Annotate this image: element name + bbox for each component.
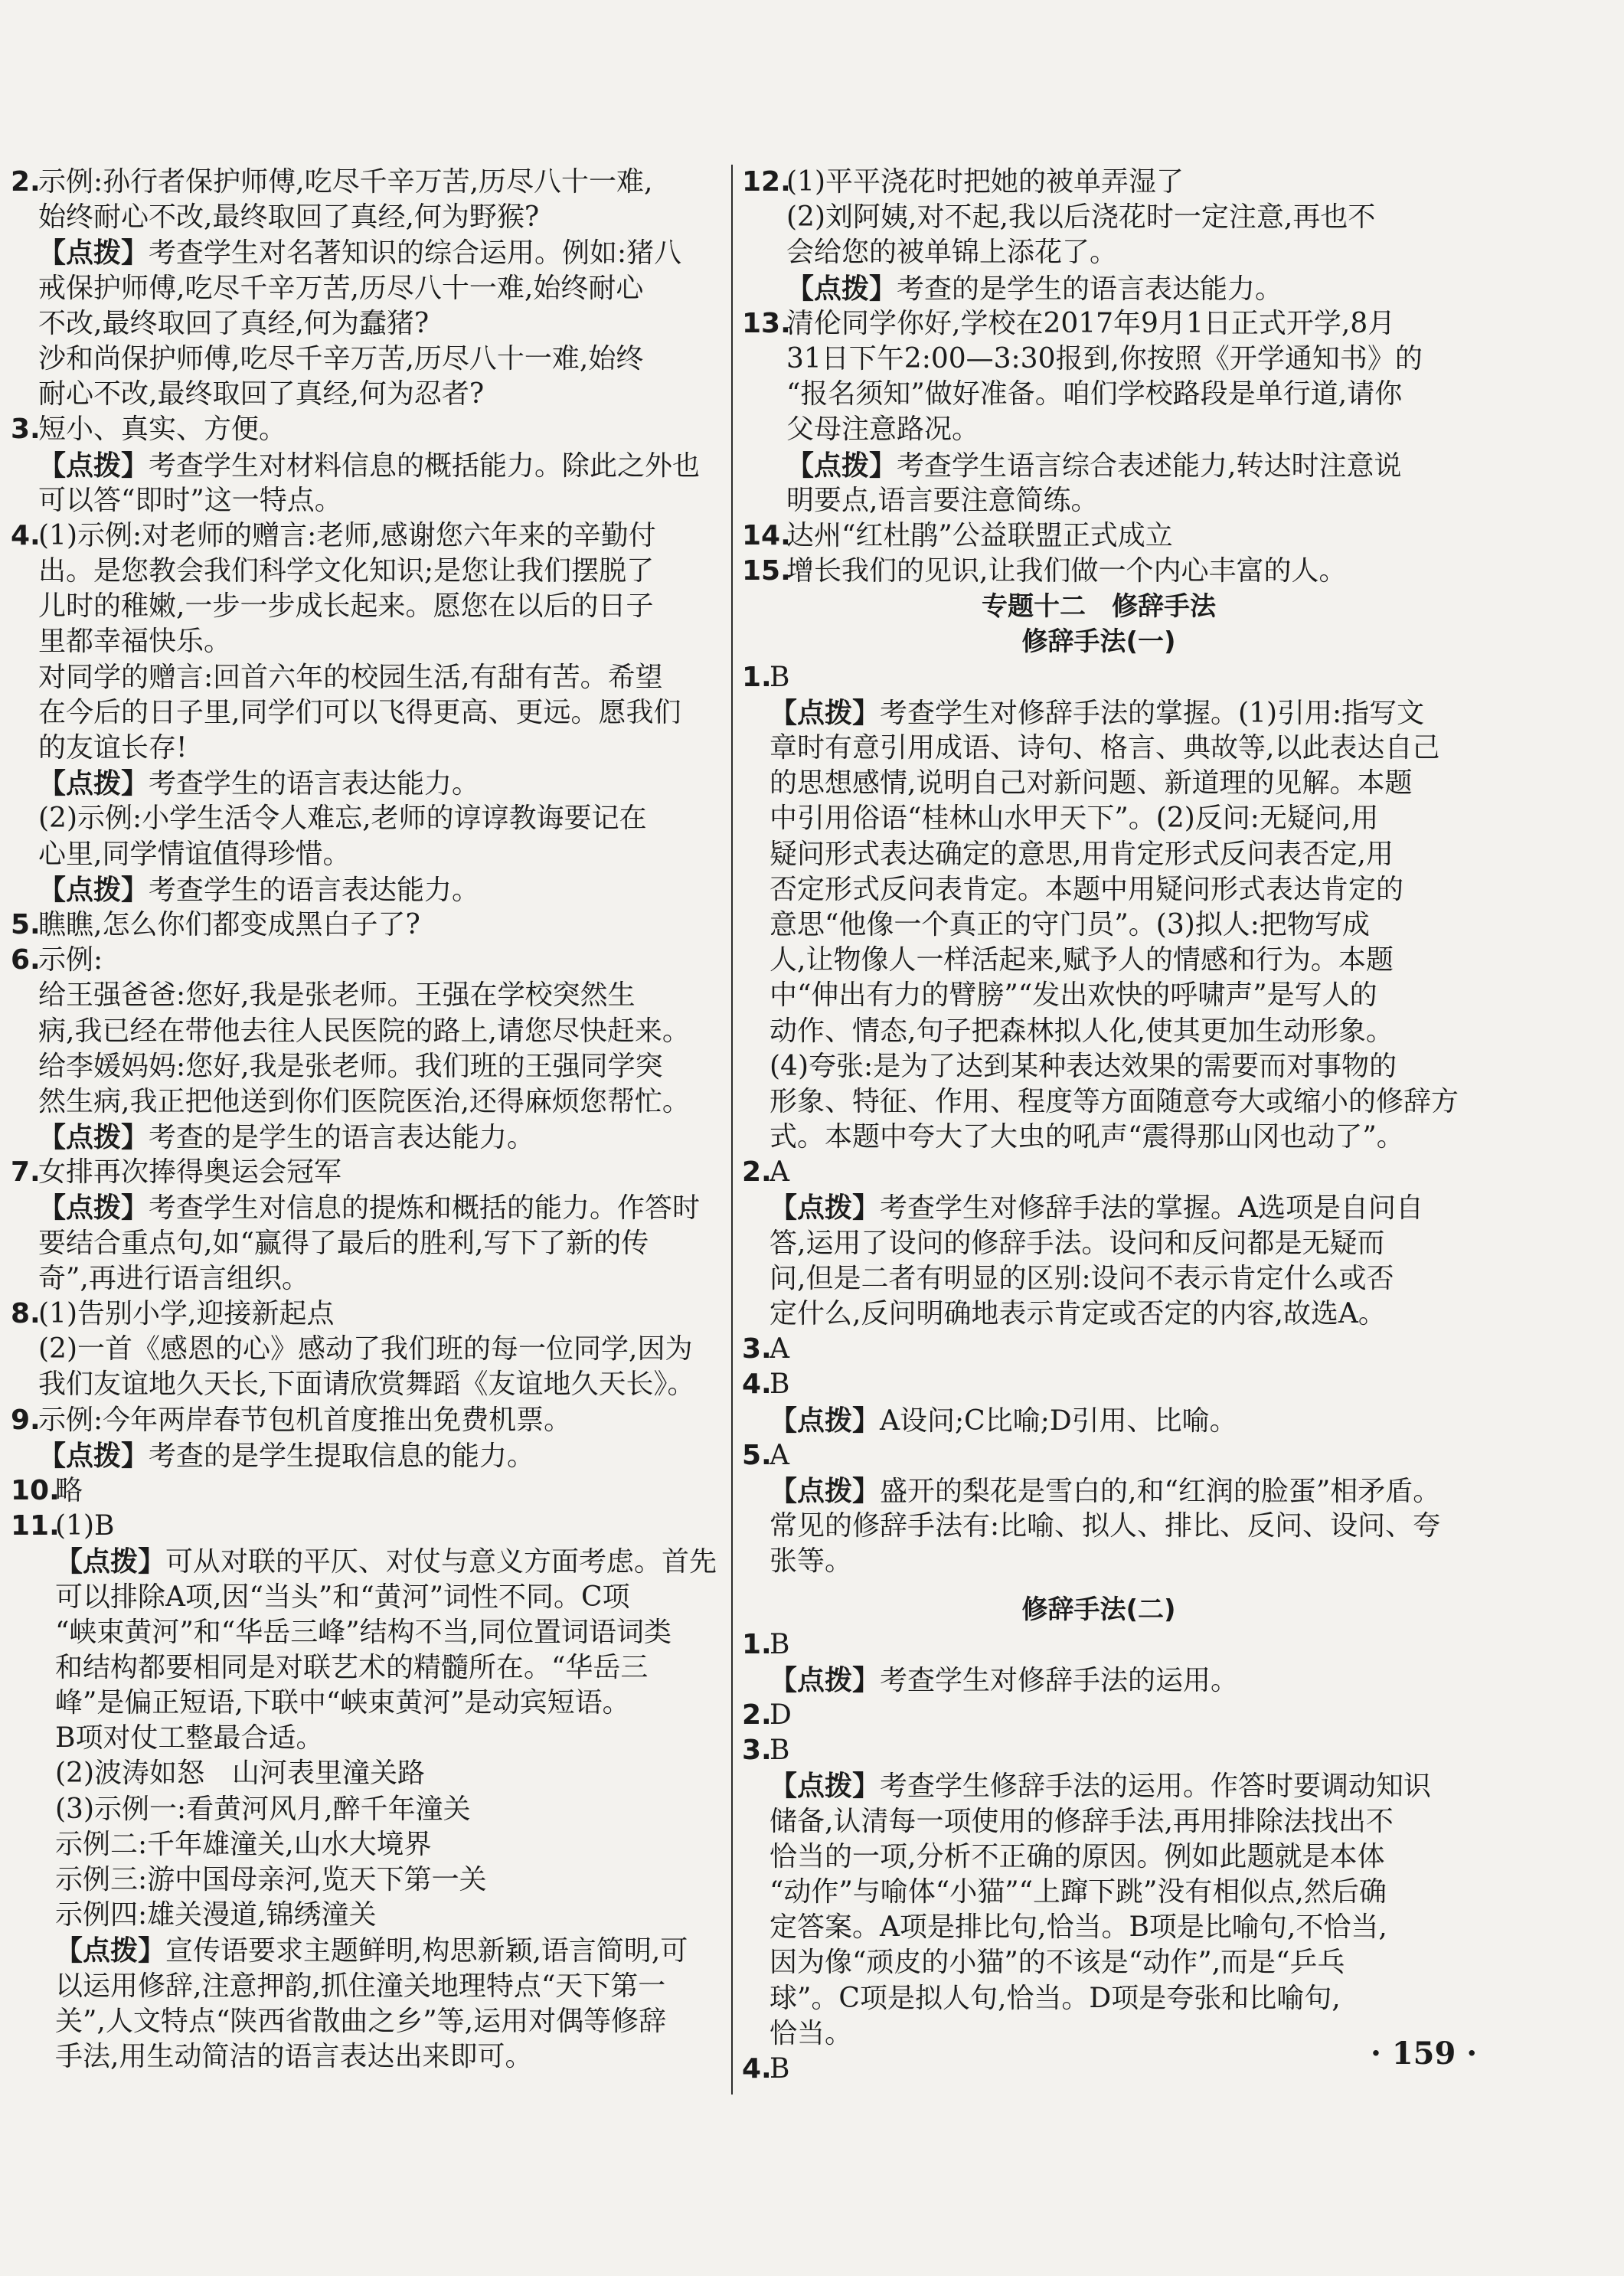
line-text: 和结构都要相同是对联艺术的精髓所在。“华岳三 bbox=[55, 1651, 649, 1683]
text-line bbox=[742, 978, 1456, 1013]
line-text: 人,让物像人一样活起来,赋予人的情感和行为。本题 bbox=[770, 944, 1394, 976]
text-line bbox=[11, 271, 729, 306]
text-line bbox=[11, 837, 729, 872]
text-line bbox=[742, 1190, 1456, 1225]
text-line bbox=[742, 1367, 1456, 1402]
item-number: 11. bbox=[11, 1510, 60, 1542]
line-text: 考查学生修辞手法的运用。作答时要调动知识 bbox=[880, 1771, 1432, 1803]
text-line bbox=[742, 1698, 1456, 1733]
text-line bbox=[11, 1756, 729, 1791]
item-number: 3. bbox=[742, 1735, 772, 1767]
line-text: 示例四:雄关漫道,锦绣潼关 bbox=[55, 1899, 377, 1931]
text-line bbox=[742, 731, 1456, 766]
line-text: (2)一首《感恩的心》感动了我们班的每一位同学,因为 bbox=[38, 1333, 693, 1365]
item-number: 2. bbox=[742, 1156, 772, 1189]
line-text: B bbox=[770, 1369, 790, 1401]
line-text: 耐心不改,最终取回了真经,何为忍者? bbox=[38, 378, 485, 410]
text-line bbox=[11, 1969, 729, 2004]
hint-tag: 【点拨】 bbox=[770, 1404, 881, 1437]
hint-tag: 【点拨】 bbox=[770, 696, 881, 729]
text-line bbox=[11, 1721, 729, 1756]
line-text: D bbox=[770, 1699, 792, 1732]
line-text: 疑问形式表达确定的意思,用肯定形式反问表否定,用 bbox=[770, 838, 1394, 870]
line-text: “峡束黄河”和“华岳三峰”结构不当,同位置词语词类 bbox=[55, 1616, 672, 1648]
text-line bbox=[742, 1120, 1456, 1155]
item-number: 14. bbox=[742, 519, 791, 551]
line-text: 给李媛妈妈:您好,我是张老师。我们班的王强同学突 bbox=[38, 1050, 663, 1082]
line-text: 里都幸福快乐。 bbox=[38, 626, 232, 658]
text-line bbox=[742, 1473, 1456, 1509]
text-line bbox=[11, 943, 729, 978]
text-line bbox=[742, 1945, 1456, 1980]
item-number: 12. bbox=[742, 166, 791, 198]
line-text: 考查学生对修辞手法的掌握。(1)引用:指写文 bbox=[880, 697, 1425, 729]
text-line bbox=[11, 589, 729, 624]
text-line bbox=[11, 1580, 729, 1615]
text-line bbox=[742, 448, 1456, 483]
line-text: 形象、特征、作用、程度等方面随意夸大或缩小的修辞方 bbox=[770, 1085, 1459, 1117]
text-line bbox=[11, 1509, 729, 1544]
hint-tag: 【点拨】 bbox=[770, 1663, 881, 1696]
subsection-heading: 修辞手法(二) bbox=[1021, 1594, 1176, 1625]
text-line bbox=[742, 907, 1456, 943]
text-line bbox=[742, 943, 1456, 978]
text-line bbox=[742, 1733, 1456, 1768]
item-number: 10. bbox=[11, 1474, 60, 1506]
line-text: 然生病,我正把他送到你们医院医治,还得麻烦您帮忙。 bbox=[38, 1085, 690, 1117]
spacer bbox=[742, 1580, 1456, 1592]
text-line bbox=[742, 554, 1456, 589]
line-text: 的思想感情,说明自己对新问题、新道理的见解。本题 bbox=[770, 767, 1413, 800]
text-line bbox=[742, 801, 1456, 836]
line-text: 储备,认清每一项使用的修辞手法,再用排除法找出不 bbox=[770, 1805, 1394, 1837]
text-line bbox=[11, 1827, 729, 1862]
line-text: 宣传语要求主题鲜明,构思新颖,语言简明,可 bbox=[165, 1935, 688, 1967]
line-text: 可以排除A项,因“当头”和“黄河”词性不同。C项 bbox=[55, 1581, 630, 1613]
line-text: B bbox=[770, 2052, 790, 2085]
line-text: 戒保护师傅,吃尽千辛万苦,历尽八十一难,始终耐心 bbox=[38, 272, 644, 304]
text-line bbox=[742, 1910, 1456, 1945]
line-text: 清伦同学你好,学校在2017年9月1日正式开学,8月 bbox=[786, 307, 1396, 339]
line-text: 恰当的一项,分析不正确的原因。例如此题就是本体 bbox=[770, 1840, 1385, 1872]
line-text: A设问;C比喻;D引用、比喻。 bbox=[880, 1405, 1237, 1437]
text-line bbox=[11, 2004, 729, 2039]
line-text: (3)示例一:看黄河风月,醉千年潼关 bbox=[55, 1793, 471, 1825]
line-text: B bbox=[770, 661, 790, 693]
text-line bbox=[11, 1049, 729, 1084]
line-text: A bbox=[770, 1439, 789, 1471]
line-text: 问,但是二者有明显的区别:设问不表示肯定什么或否 bbox=[770, 1262, 1394, 1294]
text-line bbox=[742, 2016, 1456, 2052]
line-text: 常见的修辞手法有:比喻、拟人、排比、反问、设问、夸 bbox=[770, 1510, 1441, 1542]
line-text: 动作、情态,句子把森林拟人化,使其更加生动形象。 bbox=[770, 1015, 1394, 1047]
text-line bbox=[742, 1226, 1456, 1261]
text-line bbox=[11, 448, 729, 483]
line-text: 手法,用生动简洁的语言表达出来即可。 bbox=[55, 2040, 533, 2072]
hint-tag: 【点拨】 bbox=[38, 1192, 149, 1225]
text-line bbox=[742, 518, 1456, 554]
text-line bbox=[742, 2052, 1456, 2087]
line-text: 对同学的赠言:回首六年的校园生活,有甜有苦。希望 bbox=[38, 661, 663, 693]
text-line bbox=[742, 1544, 1456, 1579]
item-number: 3. bbox=[11, 414, 41, 446]
text-line bbox=[11, 306, 729, 342]
subsection-heading: 修辞手法(一) bbox=[1021, 626, 1176, 658]
text-line bbox=[742, 1627, 1456, 1663]
line-text: B bbox=[770, 1735, 790, 1767]
line-text: 会给您的被单锦上添花了。 bbox=[786, 237, 1118, 269]
text-line bbox=[742, 342, 1456, 377]
hint-tag: 【点拨】 bbox=[770, 1770, 881, 1803]
text-line bbox=[11, 1615, 729, 1650]
line-text: B项对仗工整最合适。 bbox=[55, 1722, 324, 1754]
text-line bbox=[11, 624, 729, 659]
text-line bbox=[11, 1014, 729, 1049]
text-line bbox=[11, 1933, 729, 1968]
line-text: 在今后的日子里,同学们可以飞得更高、更远。愿我们 bbox=[38, 696, 681, 728]
text-line bbox=[11, 907, 729, 943]
text-line bbox=[11, 2039, 729, 2075]
line-text: 可以答“即时”这一特点。 bbox=[38, 484, 342, 516]
text-line bbox=[11, 1120, 729, 1155]
text-line bbox=[742, 483, 1456, 518]
left-column bbox=[11, 165, 729, 2075]
hint-tag: 【点拨】 bbox=[38, 873, 149, 906]
item-number: 9. bbox=[11, 1404, 41, 1436]
text-line bbox=[11, 1686, 729, 1721]
text-line bbox=[11, 1792, 729, 1827]
line-text: 考查学生语言综合表述能力,转达时注意说 bbox=[897, 450, 1402, 482]
hint-tag: 【点拨】 bbox=[38, 449, 149, 482]
item-number: 4. bbox=[11, 519, 41, 551]
text-line bbox=[742, 766, 1456, 801]
text-line bbox=[11, 978, 729, 1013]
line-text: 略 bbox=[55, 1474, 83, 1506]
line-text: “动作”与喻体“小猫”“上蹿下跳”没有相似点,然后确 bbox=[770, 1876, 1387, 1908]
line-text: 31日下午2:00—3:30报到,你按照《开学通知书》的 bbox=[786, 342, 1423, 374]
line-text: 达州“红杜鹃”公益联盟正式成立 bbox=[786, 519, 1173, 551]
line-text: 考查学生对信息的提炼和概括的能力。作答时 bbox=[149, 1192, 701, 1225]
text-line bbox=[742, 1875, 1456, 1910]
text-line bbox=[11, 1297, 729, 1332]
line-text: (2)刘阿姨,对不起,我以后浇花时一定注意,再也不 bbox=[786, 201, 1376, 234]
line-text: 始终耐心不改,最终取回了真经,何为野猴? bbox=[38, 201, 540, 234]
line-text: 儿时的稚嫩,一步一步成长起来。愿您在以后的日子 bbox=[38, 590, 654, 623]
item-number: 4. bbox=[742, 1369, 772, 1401]
line-text: (1)B bbox=[55, 1510, 115, 1542]
text-line bbox=[11, 1332, 729, 1367]
line-text: 示例:孙行者保护师傅,吃尽千辛万苦,历尽八十一难, bbox=[38, 166, 653, 198]
text-line bbox=[742, 235, 1456, 270]
text-line bbox=[11, 554, 729, 589]
text-line bbox=[11, 483, 729, 518]
text-line bbox=[11, 165, 729, 200]
text-line bbox=[11, 1862, 729, 1898]
line-text: 中“伸出有力的臂膀”“发出欢快的呼啸声”是写人的 bbox=[770, 979, 1377, 1012]
line-text: 定答案。A项是排比句,恰当。B项是比喻句,不恰当, bbox=[770, 1911, 1387, 1944]
text-line bbox=[11, 1403, 729, 1438]
line-text: 答,运用了设问的修辞手法。设问和反问都是无疑而 bbox=[770, 1227, 1385, 1259]
line-text: 示例:今年两岸春节包机首度推出免费机票。 bbox=[38, 1404, 572, 1436]
text-line bbox=[742, 306, 1456, 342]
line-text: (1)示例:对老师的赠言:老师,感谢您六年来的辛勤付 bbox=[38, 519, 656, 551]
line-text: A bbox=[770, 1333, 789, 1365]
hint-tag: 【点拨】 bbox=[38, 1439, 149, 1472]
line-text: 考查的是学生提取信息的能力。 bbox=[149, 1440, 535, 1472]
line-text: 要结合重点句,如“赢得了最后的胜利,写下了新的传 bbox=[38, 1227, 649, 1259]
line-text: 中引用俗语“桂林山水甲天下”。(2)反问:无疑问,用 bbox=[770, 803, 1379, 835]
text-line bbox=[11, 518, 729, 554]
section-heading: 专题十二 修辞手法 bbox=[982, 591, 1216, 623]
line-text: (2)波涛如怒 山河表里潼关路 bbox=[55, 1758, 425, 1790]
text-line bbox=[11, 766, 729, 801]
text-line bbox=[742, 1261, 1456, 1297]
line-text: 恰当。 bbox=[770, 2017, 853, 2049]
line-text: 增长我们的见识,让我们做一个内心丰富的人。 bbox=[786, 555, 1347, 587]
text-line bbox=[742, 660, 1456, 695]
text-line bbox=[742, 1084, 1459, 1120]
text-line bbox=[742, 1804, 1456, 1839]
text-line bbox=[11, 342, 729, 377]
line-text: 盛开的梨花是雪白的,和“红润的脸蛋”相矛盾。 bbox=[880, 1475, 1441, 1507]
hint-tag: 【点拨】 bbox=[770, 1192, 881, 1225]
text-line bbox=[11, 1155, 729, 1190]
hint-tag: 【点拨】 bbox=[38, 1121, 149, 1154]
line-text: 出。是您教会我们科学文化知识;是您让我们摆脱了 bbox=[38, 555, 655, 587]
item-number: 7. bbox=[11, 1156, 41, 1189]
text-line bbox=[11, 660, 729, 695]
hint-tag: 【点拨】 bbox=[38, 237, 149, 270]
hint-tag: 【点拨】 bbox=[55, 1545, 166, 1578]
line-text: 短小、真实、方便。 bbox=[38, 414, 287, 446]
line-text: (4)夸张:是为了达到某种表达效果的需要而对事物的 bbox=[770, 1050, 1397, 1082]
item-number: 2. bbox=[742, 1699, 772, 1732]
line-text: 式。本题中夸大了大虫的吼声“震得那山冈也动了”。 bbox=[770, 1121, 1404, 1153]
text-line bbox=[742, 1014, 1456, 1049]
text-line bbox=[11, 1190, 729, 1225]
text-line bbox=[742, 271, 1456, 306]
item-number: 6. bbox=[11, 944, 41, 976]
item-number: 8. bbox=[11, 1298, 41, 1329]
text-line bbox=[11, 1473, 729, 1509]
line-text: 瞧瞧,怎么你们都变成黑白子了? bbox=[38, 908, 420, 940]
text-line bbox=[11, 695, 729, 731]
text-line bbox=[742, 1981, 1456, 2016]
line-text: 考查的是学生的语言表达能力。 bbox=[149, 1122, 535, 1154]
text-line bbox=[742, 165, 1456, 200]
line-text: 沙和尚保护师傅,吃尽千辛万苦,历尽八十一难,始终 bbox=[38, 342, 644, 374]
line-text: 示例三:游中国母亲河,览天下第一关 bbox=[55, 1864, 487, 1895]
text-line bbox=[742, 1332, 1456, 1367]
text-line bbox=[11, 801, 729, 836]
line-text: 考查学生对修辞手法的运用。 bbox=[880, 1664, 1239, 1696]
text-line bbox=[742, 1839, 1456, 1875]
page-number: · 159 · bbox=[1371, 2036, 1478, 2072]
line-text: 病,我已经在带他去往人民医院的路上,请您尽快赶来。 bbox=[38, 1015, 690, 1047]
text-line bbox=[11, 1438, 729, 1473]
item-number: 15. bbox=[742, 555, 791, 587]
column-divider bbox=[731, 165, 733, 2095]
text-line bbox=[742, 1663, 1456, 1698]
line-text: (2)示例:小学生活令人难忘,老师的谆谆教诲要记在 bbox=[38, 803, 647, 835]
item-number: 2. bbox=[11, 166, 41, 198]
text-line bbox=[11, 200, 729, 235]
text-line bbox=[742, 837, 1456, 872]
line-text: 定什么,反问明确地表示肯定或否定的内容,故选A。 bbox=[770, 1298, 1386, 1329]
line-text: 张等。 bbox=[770, 1545, 853, 1578]
item-number: 5. bbox=[742, 1439, 772, 1471]
text-line bbox=[742, 1403, 1456, 1438]
text-line bbox=[742, 695, 1456, 731]
text-line bbox=[11, 1898, 729, 1933]
line-text: 球”。C项是拟人句,恰当。D项是夸张和比喻句, bbox=[770, 1982, 1341, 2014]
line-text: 的友谊长存! bbox=[38, 732, 188, 764]
text-line bbox=[742, 1049, 1456, 1084]
item-number: 4. bbox=[742, 2052, 772, 2085]
line-text: 心里,同学情谊值得珍惜。 bbox=[38, 838, 351, 870]
line-text: 我们友谊地久天长,下面请欣赏舞蹈《友谊地久天长》。 bbox=[38, 1369, 695, 1401]
text-line bbox=[742, 412, 1456, 447]
text-line bbox=[742, 377, 1456, 412]
line-text: 明要点,语言要注意简练。 bbox=[786, 484, 1099, 516]
line-text: 考查学生的语言表达能力。 bbox=[149, 768, 480, 800]
line-text: 峰”是偏正短语,下联中“峡束黄河”是动宾短语。 bbox=[55, 1687, 630, 1719]
line-text: (1)平平浇花时把她的被单弄湿了 bbox=[786, 166, 1184, 198]
hint-tag: 【点拨】 bbox=[786, 449, 897, 482]
text-line bbox=[742, 1297, 1456, 1332]
hint-tag: 【点拨】 bbox=[38, 767, 149, 800]
line-text: A bbox=[770, 1156, 789, 1189]
line-text: 给王强爸爸:您好,我是张老师。王强在学校突然生 bbox=[38, 979, 636, 1012]
item-number: 3. bbox=[742, 1333, 772, 1365]
line-text: 否定形式反问表肯定。本题中用疑问形式表达肯定的 bbox=[770, 873, 1404, 905]
text-line bbox=[742, 872, 1456, 907]
text-line bbox=[11, 1544, 729, 1579]
line-text: “报名须知”做好准备。咱们学校路段是单行道,请你 bbox=[786, 378, 1403, 410]
right-column bbox=[742, 165, 1459, 2087]
hint-tag: 【点拨】 bbox=[55, 1934, 166, 1967]
item-number: 1. bbox=[742, 1628, 772, 1660]
line-text: B bbox=[770, 1628, 790, 1660]
text-line bbox=[742, 1509, 1456, 1544]
text-line bbox=[11, 1261, 729, 1297]
line-text: 奇”,再进行语言组织。 bbox=[38, 1262, 309, 1294]
line-text: (1)告别小学,迎接新起点 bbox=[38, 1298, 335, 1329]
text-line bbox=[742, 1155, 1456, 1190]
text-line bbox=[11, 377, 729, 412]
line-text: 考查的是学生的语言表达能力。 bbox=[897, 273, 1283, 305]
text-line bbox=[11, 872, 729, 907]
item-number: 13. bbox=[742, 307, 791, 339]
hint-tag: 【点拨】 bbox=[770, 1474, 881, 1507]
line-text: 示例: bbox=[38, 944, 103, 976]
line-text: 女排再次捧得奥运会冠军 bbox=[38, 1156, 342, 1189]
line-text: 考查学生的语言表达能力。 bbox=[149, 874, 480, 906]
text-line bbox=[11, 1367, 729, 1402]
line-text: 父母注意路况。 bbox=[786, 414, 980, 446]
line-text: 考查学生对名著知识的综合运用。例如:猪八 bbox=[149, 237, 682, 270]
text-line bbox=[742, 200, 1456, 235]
text-line bbox=[11, 731, 729, 766]
line-text: 意思“他像一个真正的守门员”。(3)拟人:把物写成 bbox=[770, 908, 1370, 940]
text-line bbox=[742, 1768, 1456, 1803]
line-text: 不改,最终取回了真经,何为蠢猪? bbox=[38, 307, 430, 339]
line-text: 考查学生对修辞手法的掌握。A选项是自问自 bbox=[880, 1192, 1424, 1225]
text-line bbox=[11, 235, 729, 270]
text-line bbox=[11, 1650, 729, 1686]
line-text: 可从对联的平仄、对仗与意义方面考虑。首先 bbox=[165, 1546, 717, 1578]
item-number: 1. bbox=[742, 661, 772, 693]
item-number: 5. bbox=[11, 908, 41, 940]
text-line bbox=[11, 1084, 729, 1120]
line-text: 考查学生对材料信息的概括能力。除此之外也 bbox=[149, 450, 701, 482]
line-text: 示例二:千年雄潼关,山水大境界 bbox=[55, 1828, 432, 1860]
line-text: 以运用修辞,注意押韵,抓住潼关地理特点“天下第一 bbox=[55, 1970, 666, 2002]
text-line bbox=[11, 412, 729, 447]
line-text: 关”,人文特点“陕西省散曲之乡”等,运用对偶等修辞 bbox=[55, 2005, 667, 2037]
line-text: 因为像“顽皮的小猫”的不该是“动作”,而是“乒乓 bbox=[770, 1947, 1345, 1979]
hint-tag: 【点拨】 bbox=[786, 272, 897, 305]
text-line bbox=[11, 1226, 729, 1261]
text-line bbox=[742, 1438, 1456, 1473]
line-text: 章时有意引用成语、诗句、格言、典故等,以此表达自己 bbox=[770, 732, 1440, 764]
